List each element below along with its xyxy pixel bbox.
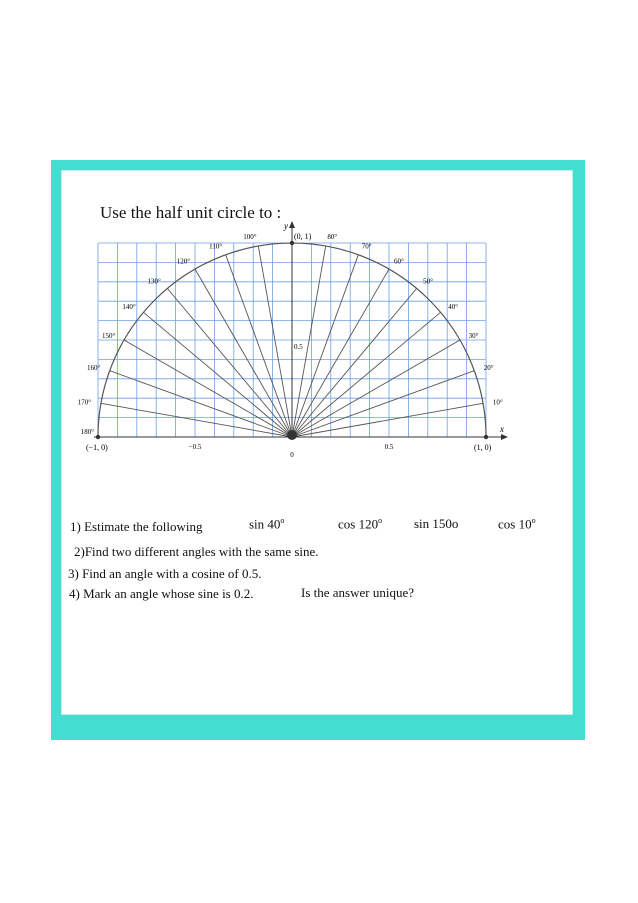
angle-label: 120° (176, 257, 190, 266)
question-4: 4) Mark an angle whose sine is 0.2. (69, 586, 254, 601)
mid-value-label: 0.5 (294, 343, 303, 351)
angle-label: 130° (147, 277, 161, 286)
question-1: 1) Estimate the following (70, 519, 203, 534)
half-unit-circle-diagram (62, 171, 574, 481)
left-point-label: (−1, 0) (86, 443, 108, 452)
axis-point (96, 435, 100, 439)
question-3: 3) Find an angle with a cosine of 0.5. (68, 566, 262, 581)
tick-label: 0 (290, 451, 294, 459)
angle-label: 180° (80, 428, 94, 436)
y-axis-label: y (284, 221, 288, 231)
top-point-label: (0, 1) (294, 232, 312, 241)
estimate-item: cos 120$^o$ (338, 516, 383, 532)
worksheet-heading: Use the half unit circle to : (100, 203, 282, 222)
angle-label: 70° (361, 242, 372, 251)
angle-label: 140° (122, 302, 136, 311)
estimate-item: sin 40$^o$ (249, 516, 285, 532)
angle-label: 60° (394, 257, 404, 266)
tick-label: −0.5 (188, 443, 202, 451)
right-point-label: (1, 0) (474, 443, 492, 452)
angle-label: 110° (209, 242, 223, 251)
angle-label: 40° (448, 302, 459, 311)
angle-label: 160° (86, 364, 101, 373)
origin-hub (287, 430, 297, 440)
y-axis-arrow (289, 221, 295, 228)
angle-label: 80° (327, 233, 338, 242)
worksheet-frame (51, 160, 585, 740)
angle-label: 50° (423, 277, 433, 286)
question-4-followup: Is the answer unique? (301, 585, 414, 600)
axis-point (484, 435, 488, 439)
tick-label: 0.5 (384, 443, 394, 451)
angle-label: 10° (492, 398, 503, 407)
question-2: 2)Find two different angles with the same sine. (74, 544, 319, 559)
axis-point (290, 241, 294, 245)
estimate-item: cos 10$^o$ (498, 516, 536, 532)
estimate-item: sin 150o (414, 516, 459, 531)
x-axis-label: x (500, 424, 504, 434)
angle-label: 30° (468, 332, 479, 340)
x-axis-arrow (501, 434, 508, 440)
worksheet-panel (61, 170, 573, 715)
estimate-items (62, 516, 574, 536)
angle-label: 150° (102, 332, 116, 340)
angle-labels (78, 233, 503, 436)
angle-label: 100° (243, 233, 257, 242)
angle-label: 170° (77, 398, 92, 407)
angle-label: 20° (483, 364, 494, 373)
